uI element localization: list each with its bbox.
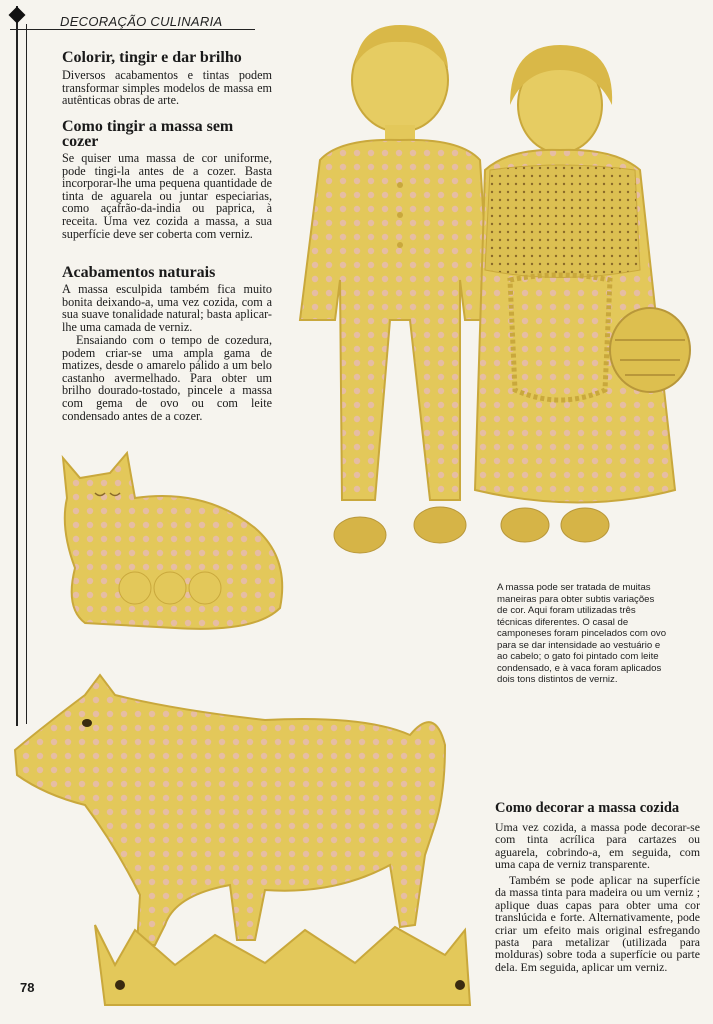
section-header: DECORAÇÃO CULINARIA — [60, 14, 223, 29]
diamond-ornament-icon — [9, 7, 26, 24]
vertical-rule-left — [16, 6, 18, 726]
heading-como-tingir: Como tingir a massa sem cozer — [62, 118, 234, 150]
vertical-rule-right — [26, 24, 27, 724]
paragraph-como-tingir: Se quiser uma massa de cor uniforme, pode tingi-la antes de a cozer. Basta incorporar-lhe uma pequena quantidade de tinta de aguarela ou juntar especiarias, como açafrão-da-india ou paprica, à receita. Uma vez cozida a massa, a sua superfície deve ser coberta com verniz. — [62, 151, 272, 241]
paragraph-acabamentos-1: A massa esculpida também fica muito bonita deixando-a, uma vez cozida, com a sua suave tonalidade natural; basta aplicar-lhe uma camada de verniz. — [62, 282, 272, 334]
paragraph-colorir: Diversos acabamentos e tintas podem transformar simples modelos de massa em autênticas obras de arte. — [62, 68, 272, 108]
paragraph-como-decorar-1: Uma vez cozida, a massa pode decorar-se com tinta acrílica para cartazes ou aguarela, cobrindo-a, em seguida, com uma capa de verniz transparente. — [495, 820, 700, 872]
cat-with-kittens-figure — [55, 448, 295, 638]
figure-caption: A massa pode ser tratada de muitas maneiras para obter subtis variações de cor. Aqui foram utilizadas três técnicas diferentes. O casal de camponeses foram pincelados com ovo para se dar intensidade ao vestuário e ao cabelo; o gato foi pintado com leite condensado, e à vaca foram aplicados dois tons distintos de verniz. — [497, 582, 667, 685]
page-number: 78 — [20, 980, 35, 995]
cow-figure — [5, 665, 475, 1015]
peasant-couple-figure — [280, 20, 700, 565]
heading-como-decorar: Como decorar a massa cozida — [495, 800, 680, 816]
paragraph-como-decorar-2: Também se pode aplicar na superfície da massa tinta para madeira ou um verniz ; aplique duas capas para obter uma cor translúcida e forte. Alternativamente, pode criar um efeito mais original esfregando pasta para metalizar (utilizada para molduras) sobre toda a superfície ou parte dela. Em seguida, aplicar um verniz. — [495, 873, 700, 974]
header-rule — [10, 29, 255, 30]
heading-acabamentos: Acabamentos naturais — [62, 264, 216, 281]
heading-colorir: Colorir, tingir e dar brilho — [62, 49, 242, 66]
paragraph-acabamentos-2: Ensaiando com o tempo de cozedura, podem criar-se uma ampla gama de matizes, desde o amarelo pálido a um belo castanho avermelhado. Para obter um brilho dourado-tostado, pincele a massa com gema de ovo ou com leite condensado antes de a cozer. — [62, 333, 272, 423]
